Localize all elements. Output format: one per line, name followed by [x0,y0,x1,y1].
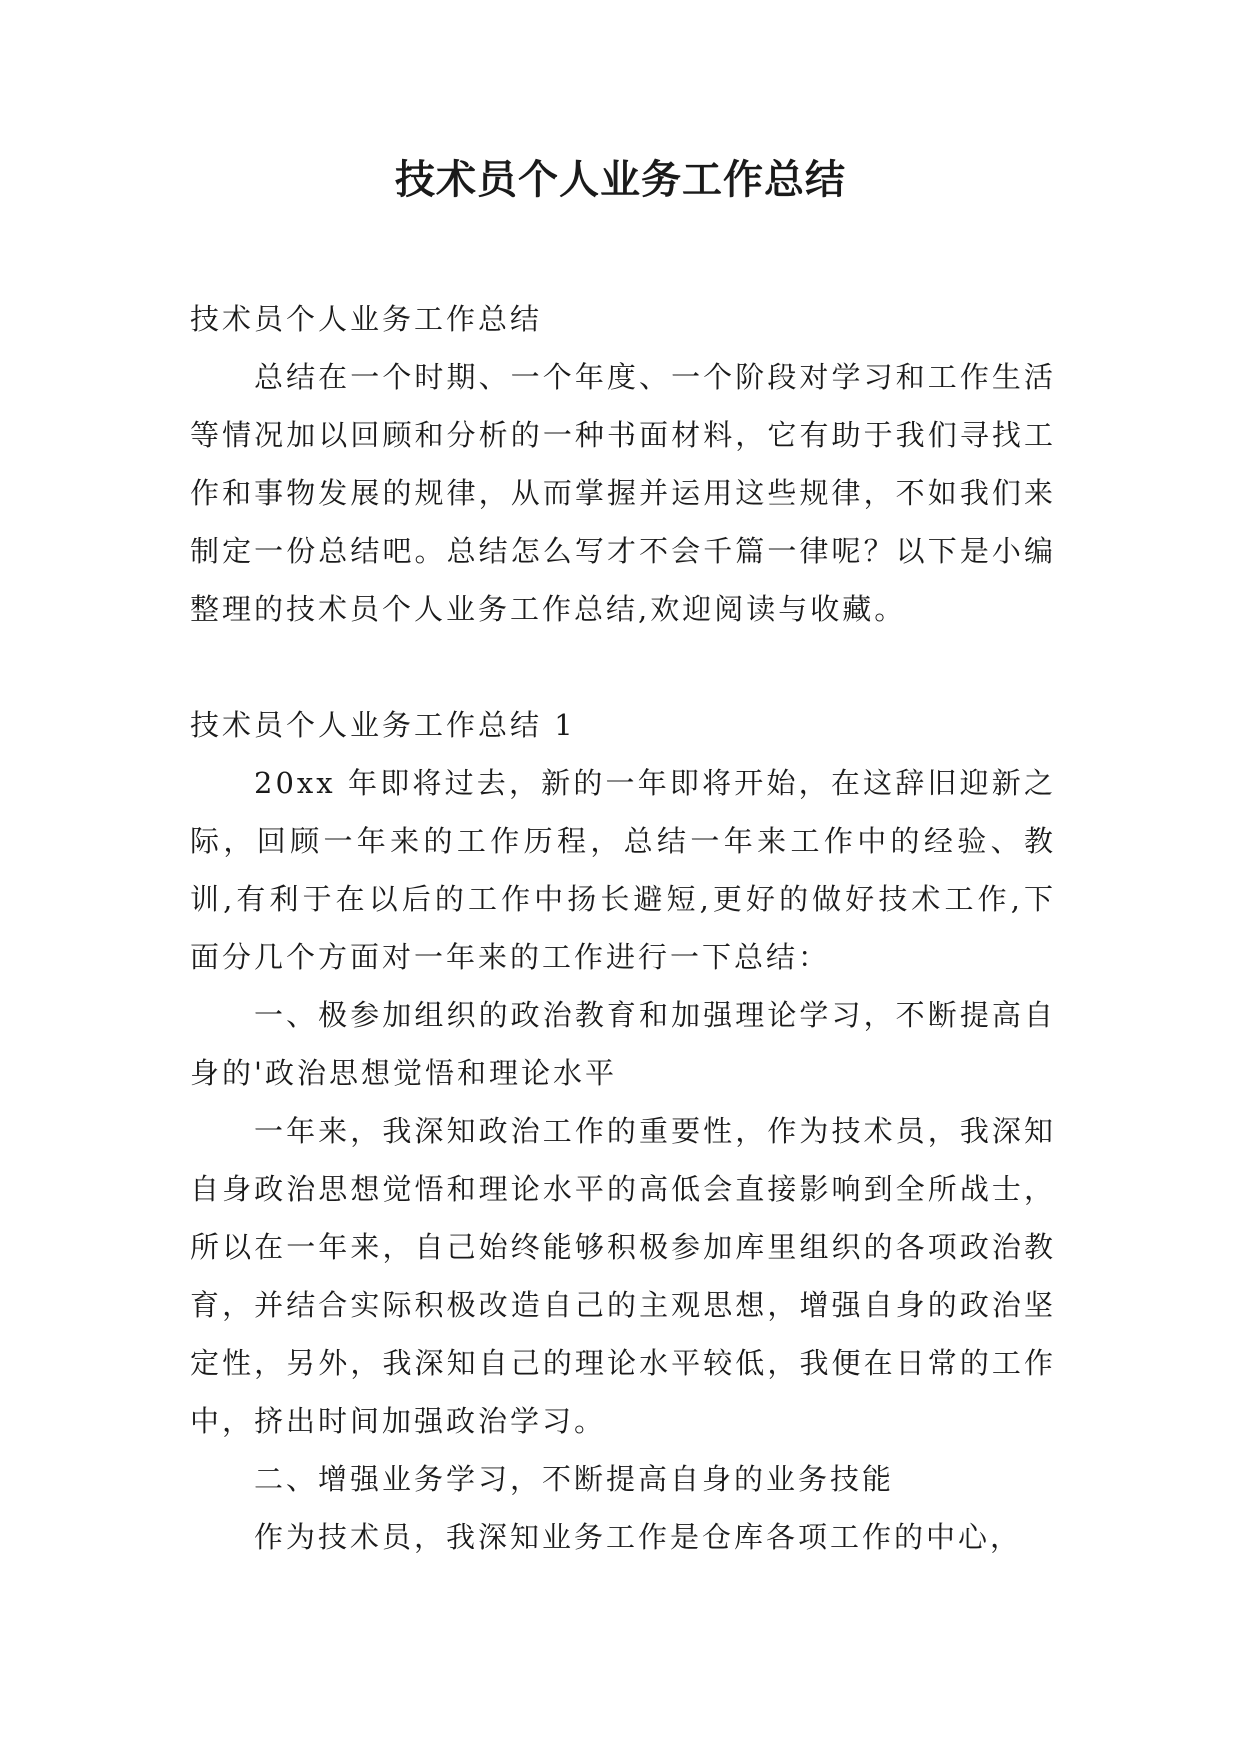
subsection-heading-2: 二、增强业务学习，不断提高自身的业务技能 [254,1462,895,1496]
body-paragraph: 20xx 年即将过去，新的一年即将开始，在这辞旧迎新之际，回顾一年来的工作历程，总结一年来工作中的经验、教训,有利于在以后的工作中扬长避短,更好的做好技术工作,下面分几个方面对一年来的工作进行一下总结： [190,766,1056,974]
subsection-heading-1: 一、极参加组织的政治教育和加强理论学习，不断提高自身的'政治思想觉悟和理论水平 [190,998,1056,1090]
section-heading-1: 技术员个人业务工作总结 1 [190,708,576,742]
intro-paragraph: 总结在一个时期、一个年度、一个阶段对学习和工作生活等情况加以回顾和分析的一种书面材料，它有助于我们寻找工作和事物发展的规律，从而掌握并运用这些规律，不如我们来制定一份总结吧。总结怎么写才不会千篇一律呢？以下是小编整理的技术员个人业务工作总结,欢迎阅读与收藏。 [190,360,1056,626]
body-paragraph: 作为技术员，我深知业务工作是仓库各项工作的中心， [254,1520,1023,1554]
document-title: 技术员个人业务工作总结 [395,157,846,203]
body-paragraph: 一年来，我深知政治工作的重要性，作为技术员，我深知自身政治思想觉悟和理论水平的高低会直接影响到全所战士，所以在一年来，自己始终能够积极参加库里组织的各项政治教育，并结合实际积极改造自己的主观思想，增强自身的政治坚定性，另外，我深知自己的理论水平较低，我便在日常的工作中，挤出时间加强政治学习。 [190,1114,1056,1438]
intro-heading: 技术员个人业务工作总结 [190,302,543,336]
document-body [190,290,1056,1566]
